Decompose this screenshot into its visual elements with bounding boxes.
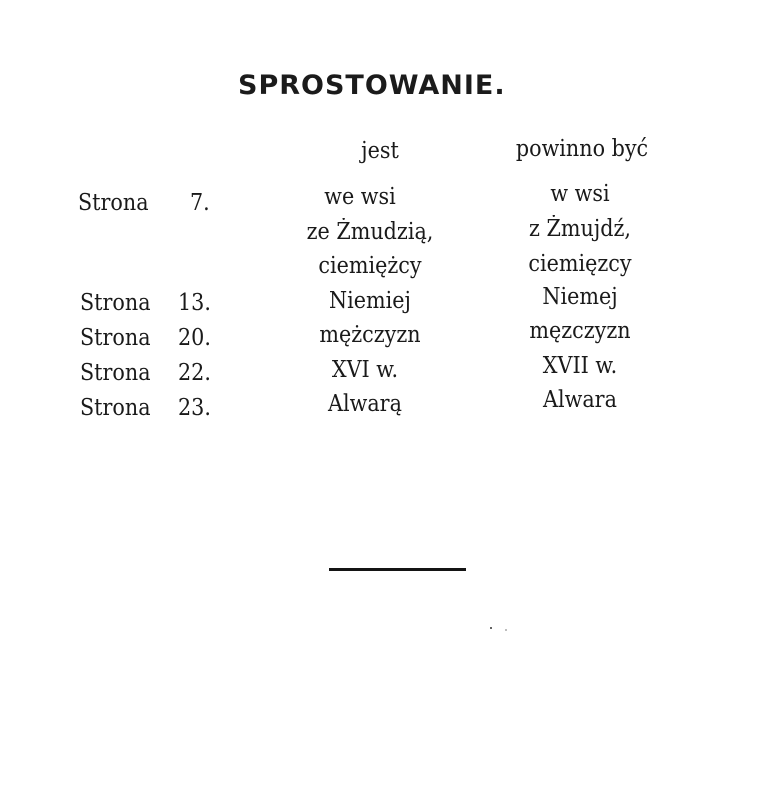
page-label: Strona xyxy=(80,290,151,316)
page-number: 7. xyxy=(190,190,210,216)
correct-text: męzczyzn xyxy=(529,318,631,344)
correct-text: z Żmujdź, xyxy=(528,216,631,242)
page-label: Strona xyxy=(78,190,149,216)
incorrect-text: XVI w. xyxy=(331,357,399,383)
correct-text: Alwara xyxy=(543,387,617,413)
incorrect-text: ze Żmudzią, xyxy=(306,219,434,245)
page-label: Strona xyxy=(80,395,151,421)
incorrect-text: ciemiężcy xyxy=(318,253,422,279)
print-speck xyxy=(490,627,492,629)
page-label: Strona xyxy=(80,325,151,351)
page-label: Strona xyxy=(80,360,151,386)
column-header-jest: jest xyxy=(361,138,399,164)
correct-text: XVII w. xyxy=(542,353,618,379)
column-header-powinno-byc: powinno być xyxy=(515,136,649,162)
incorrect-text: Alwarą xyxy=(328,391,402,417)
horizontal-divider xyxy=(329,568,466,571)
correct-text: Niemej xyxy=(542,284,618,310)
page-number: 23. xyxy=(178,395,211,421)
correct-text: ciemięzcy xyxy=(528,251,632,277)
page-title: SPROSTOWANIE. xyxy=(238,70,506,101)
page-number: 20. xyxy=(178,325,211,351)
incorrect-text: we wsi xyxy=(324,184,396,210)
page-number: 22. xyxy=(178,360,211,386)
incorrect-text: mężczyzn xyxy=(319,322,421,348)
print-speck xyxy=(505,629,507,631)
correct-text: w wsi xyxy=(550,181,610,207)
page-number: 13. xyxy=(178,290,211,316)
incorrect-text: Niemiej xyxy=(329,288,411,314)
